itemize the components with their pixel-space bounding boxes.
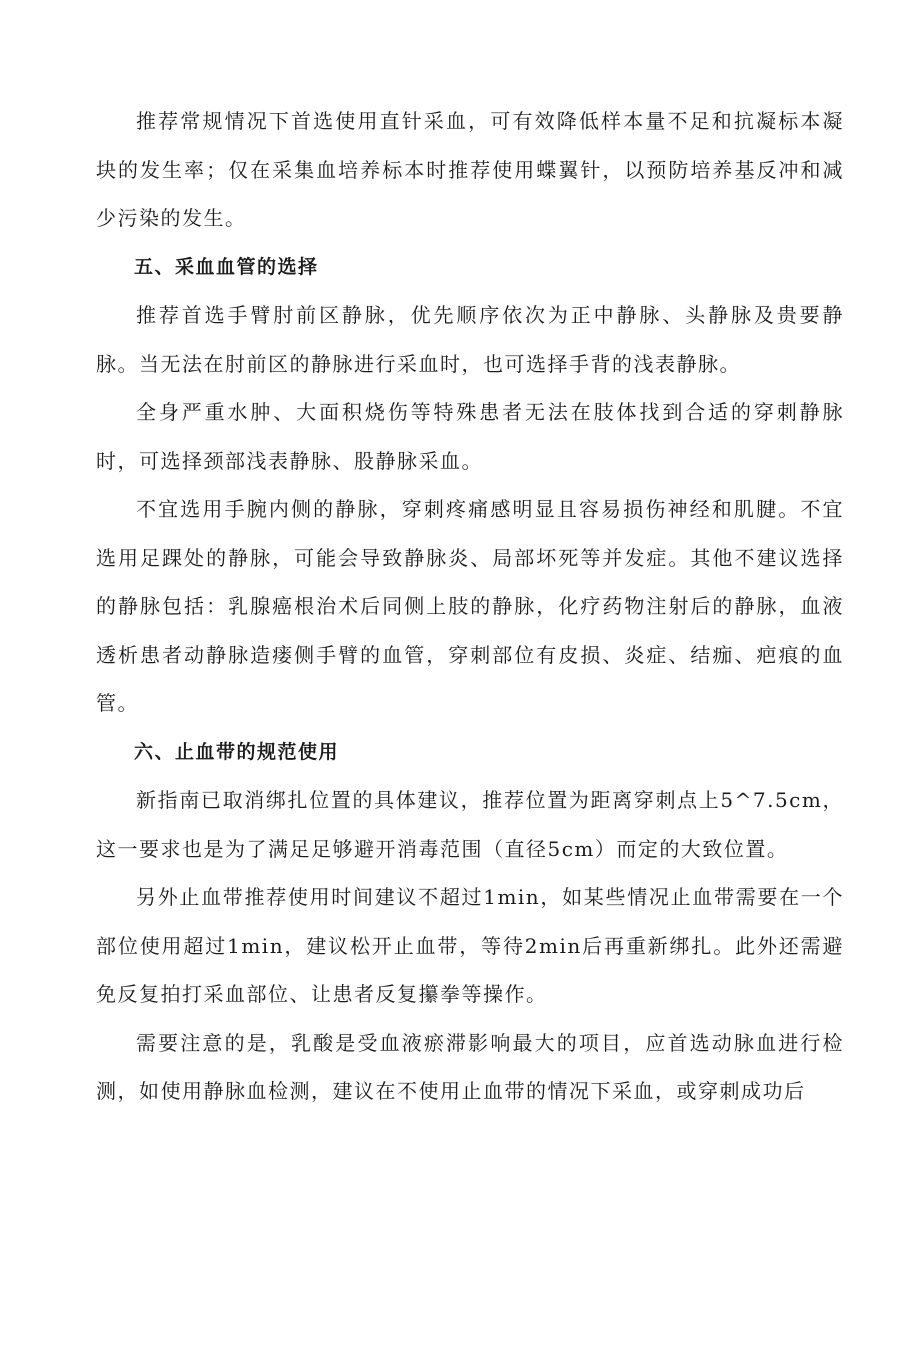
paragraph-tourniquet-duration: 另外止血带推荐使用时间建议不超过1min，如某些情况止血带需要在一个部位使用超过1min，建议松开止血带，等待2min后再重新绑扎。此外还需避免反复拍打采血部位、让患者反复攥拳等操作。 bbox=[96, 885, 844, 1006]
paragraph-preferred-veins: 推荐首选手臂肘前区静脉，优先顺序依次为正中静脉、头静脉及贵要静脉。当无法在肘前区的静脉进行采血时，也可选择手背的浅表静脉。 bbox=[96, 303, 844, 376]
paragraph-lactate-note: 需要注意的是，乳酸是受血液瘀滞影响最大的项目，应首选动脉血进行检测，如使用静脉血检测，建议在不使用止血带的情况下采血，或穿刺成功后 bbox=[96, 1030, 844, 1103]
section-heading-tourniquet-use: 六、止血带的规范使用 bbox=[134, 740, 340, 763]
paragraph-special-patients: 全身严重水肿、大面积烧伤等特殊患者无法在肢体找到合适的穿刺静脉时，可选择颈部浅表静脉、股静脉采血。 bbox=[96, 400, 844, 473]
paragraph-tourniquet-position: 新指南已取消绑扎位置的具体建议，推荐位置为距离穿刺点上5^7.5cm，这一要求也是为了满足足够避开消毒范围（直径5cm）而定的大致位置。 bbox=[96, 788, 844, 861]
paragraph-needle-choice: 推荐常规情况下首选使用直针采血，可有效降低样本量不足和抗凝标本凝块的发生率；仅在采集血培养标本时推荐使用蝶翼针，以预防培养基反冲和减少污染的发生。 bbox=[96, 109, 844, 230]
section-heading-vessel-selection: 五、采血血管的选择 bbox=[134, 255, 319, 278]
paragraph-veins-to-avoid: 不宜选用手腕内侧的静脉，穿刺疼痛感明显且容易损伤神经和肌腱。不宜选用足踝处的静脉，可能会导致静脉炎、局部坏死等并发症。其他不建议选择的静脉包括：乳腺癌根治术后同侧上肢的静脉，化疗药物注射后的静脉，血液透析患者动静脉造瘘侧手臂的血管，穿刺部位有皮损、炎症、结痂、疤痕的血管。 bbox=[96, 497, 844, 715]
document-body bbox=[96, 97, 844, 1116]
